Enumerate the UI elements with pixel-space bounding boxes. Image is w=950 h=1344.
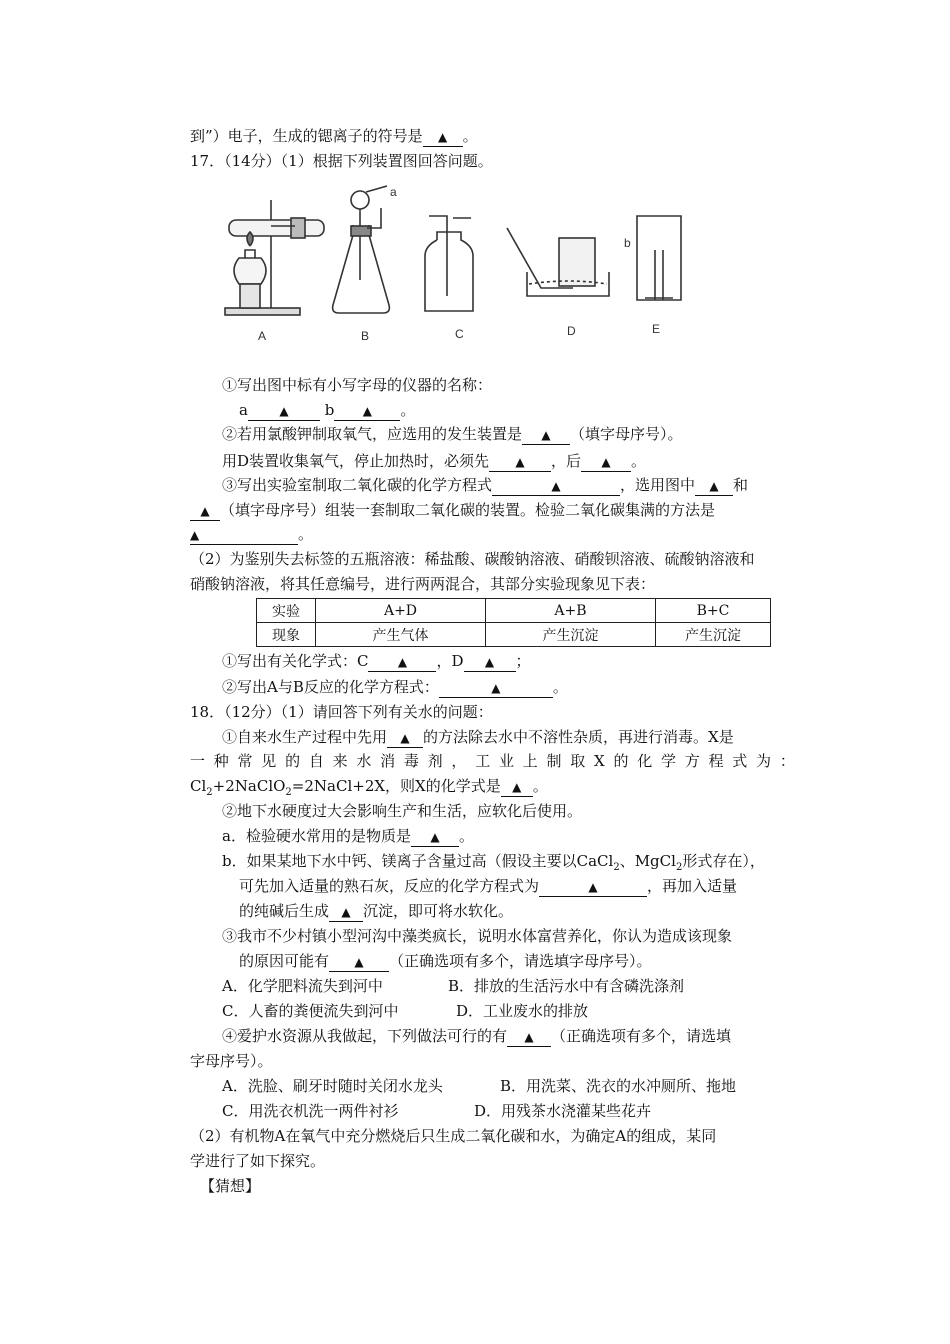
q18-w2: ②地下水硬度过大会影响生产和生活，应软化后使用。: [222, 802, 583, 820]
q18-opt3-A: A．化学肥料流失到河中: [222, 977, 383, 995]
answer-blank[interactable]: ▲: [581, 452, 631, 472]
answer-blank[interactable]: ▲: [501, 777, 533, 797]
justified-char: 取: [570, 752, 586, 770]
q18-opt3-D: D．工业废水的排放: [456, 1002, 589, 1020]
line-continuation: 到”）电子，生成的锶离子的符号是 ▲ 。: [190, 127, 478, 145]
q18-w4-line2: 字母序号）。: [190, 1052, 273, 1070]
justified-char: 剂: [427, 752, 443, 770]
apparatus-B-drawing: [333, 186, 390, 313]
answer-blank-equation[interactable]: ▲: [439, 678, 553, 698]
justified-char: 为: [756, 752, 772, 770]
justified-char: 常: [237, 752, 253, 770]
table-row: [257, 623, 771, 647]
justified-char: 制: [546, 752, 562, 770]
answer-blank[interactable]: ▲: [329, 902, 363, 922]
justified-char: X: [594, 752, 605, 770]
apparatus-E-drawing: [637, 216, 681, 300]
q17-s1: ①写出图中标有小写字母的仪器的名称：: [222, 376, 493, 394]
justified-char: 一: [190, 752, 206, 770]
answer-blank[interactable]: ▲: [387, 728, 423, 748]
experiment-table: [256, 598, 771, 647]
justified-char: 消: [380, 752, 396, 770]
q18-p2-line2: 学进行了如下探究。: [190, 1152, 326, 1170]
annotation-a: a: [390, 185, 397, 199]
answer-blank-D[interactable]: ▲: [464, 652, 516, 672]
figure-label-D: D: [567, 324, 576, 338]
answer-blank[interactable]: ▲: [489, 452, 551, 472]
question-18-header: 18．（12分）（1）请回答下列有关水的问题：: [190, 703, 493, 721]
justified-char: ：: [779, 752, 795, 770]
answer-blank[interactable]: ▲: [411, 827, 459, 847]
guess-heading: 【猜想】: [200, 1177, 261, 1195]
q18-wb1: b．如果某地下水中钙、镁离子含量过高（假设主要以CaCl$_2$、MgCl$_2$形式存在），: [222, 852, 765, 873]
answer-blank-a[interactable]: ▲: [248, 401, 320, 421]
justified-char: 学: [660, 752, 676, 770]
figure-label-B: B: [361, 329, 370, 343]
answer-blank[interactable]: ▲: [522, 425, 570, 445]
justified-char: 水: [356, 752, 372, 770]
table-cell: B+C: [656, 599, 771, 623]
apparatus-D-drawing: [507, 228, 609, 296]
justified-char: 方: [684, 752, 700, 770]
q18-equation-line: $Cl_2+2NaClO_2=2NaCl+2X$，则X的化学式是 ▲ 。: [190, 777, 548, 798]
justified-char: 业: [498, 752, 514, 770]
figure-label-E: E: [652, 322, 661, 336]
question-17-header: 17．（14分）（1）根据下列装置图回答问题。: [190, 152, 493, 170]
q17-s3c: ▲ 。: [190, 525, 314, 543]
q18-p2-line1: （2）有机物A在氧气中充分燃烧后只生成二氧化碳和水，为确定A的组成，某同: [190, 1127, 717, 1145]
justified-char: 工: [475, 752, 491, 770]
q17-s2a: ②若用氯酸钾制取氧气，应选用的发生装置是 ▲ （填字母序号）。: [222, 425, 683, 443]
figure-label-C: C: [455, 327, 464, 341]
table-cell: 实验: [257, 599, 316, 623]
q17-s3a: ③写出实验室制取二氧化碳的化学方程式 ▲ ，选用图中 ▲ 和: [222, 476, 749, 494]
q18-opt3-C: C．人畜的粪便流失到河中: [222, 1002, 399, 1020]
answer-blank[interactable]: ▲: [507, 1027, 551, 1047]
q18-wa: a．检验硬水常用的是物质是 ▲ 。: [222, 827, 474, 845]
q17-t2: ②写出A与B反应的化学方程式： ▲ 。: [222, 678, 568, 696]
q18-opt4-B: B．用洗菜、洗衣的水冲厕所、拖地: [500, 1077, 737, 1095]
answer-blank[interactable]: ▲: [695, 476, 733, 496]
q18-w1: ①自来水生产过程中先用 ▲ 的方法除去水中不溶性杂质，再进行消毒。X是: [222, 728, 734, 746]
justified-char: 上: [522, 752, 538, 770]
table-row: [257, 599, 771, 623]
justified-char: 化: [637, 752, 653, 770]
answer-blank[interactable]: ▲: [423, 127, 463, 147]
justified-char: 式: [732, 752, 748, 770]
justified-char: 毒: [403, 752, 419, 770]
q17-t1: ①写出有关化学式：C ▲ ，D ▲ ；: [222, 652, 531, 670]
q18-w4: ④爱护水资源从我做起，下列做法可行的有 ▲ （正确选项有多个，请选填: [222, 1027, 732, 1045]
table-cell: A+B: [486, 599, 656, 623]
table-cell: A+D: [316, 599, 486, 623]
justified-char: 见: [261, 752, 277, 770]
table-cell: 现象: [257, 623, 316, 647]
answer-blank-b[interactable]: ▲: [334, 401, 400, 421]
table-cell: 产生气体: [316, 623, 486, 647]
figure-label-A: A: [258, 329, 267, 343]
answer-blank-C[interactable]: ▲: [368, 652, 436, 672]
q18-wb3: 的纯碱后生成 ▲ 沉淀，即可将水软化。: [239, 902, 514, 920]
answer-blank-equation[interactable]: ▲: [539, 877, 647, 897]
q17-p2-line2: 硝酸钠溶液，将其任意编号，进行两两混合，其部分实验现象见下表：: [190, 575, 656, 593]
answer-blank[interactable]: ▲: [190, 525, 298, 545]
answer-blank[interactable]: ▲: [190, 501, 220, 521]
q17-p2-line1: （2）为鉴别失去标签的五瓶溶液：稀盐酸、碳酸钠溶液、硝酸钡溶液、硫酸钠溶液和: [190, 550, 755, 568]
justified-char: ，: [451, 752, 467, 770]
q18-w3-line1: ③我市不少村镇小型河沟中藻类疯长，说明水体富营养化，你认为造成该现象: [222, 927, 733, 945]
q18-wb2: 可先加入适量的熟石灰，反应的化学方程式为 ▲ ，再加入适量: [239, 877, 738, 895]
q18-w1-line2: [190, 750, 795, 772]
justified-char: 程: [708, 752, 724, 770]
annotation-b: b: [624, 236, 631, 250]
q18-opt4-C: C．用洗衣机洗一两件衬衫: [222, 1102, 399, 1120]
q17-s3b: ▲ （填字母序号）组装一套制取二氧化碳的装置。检验二氧化碳集满的方法是: [190, 499, 715, 521]
table-cell: 产生沉淀: [656, 623, 771, 647]
apparatus-figure: [215, 180, 705, 350]
apparatus-A-drawing: [225, 200, 324, 315]
table-cell: 产生沉淀: [486, 623, 656, 647]
q17-s2b: 用D装置收集氧气，停止加热时，必须先 ▲ ，后 ▲ 。: [222, 452, 647, 470]
q18-opt4-D: D．用残茶水浇灌某些花卉: [474, 1102, 652, 1120]
justified-char: 来: [332, 752, 348, 770]
apparatus-C-drawing: [425, 216, 473, 311]
answer-blank[interactable]: ▲: [329, 952, 389, 972]
justified-char: 种: [213, 752, 229, 770]
q18-w3-line2: 的原因可能有 ▲ （正确选项有多个，请选填字母序号）。: [239, 952, 652, 970]
answer-blank-equation[interactable]: ▲: [492, 476, 620, 496]
justified-char: 的: [285, 752, 301, 770]
q18-opt3-B: B．排放的生活污水中有含磷洗涤剂: [448, 977, 685, 995]
justified-char: 的: [613, 752, 629, 770]
justified-char: 自: [308, 752, 324, 770]
q18-opt4-A: A．洗脸、刷牙时随时关闭水龙头: [222, 1077, 443, 1095]
q17-s1-blanks: a ▲ b ▲ 。: [239, 401, 416, 419]
